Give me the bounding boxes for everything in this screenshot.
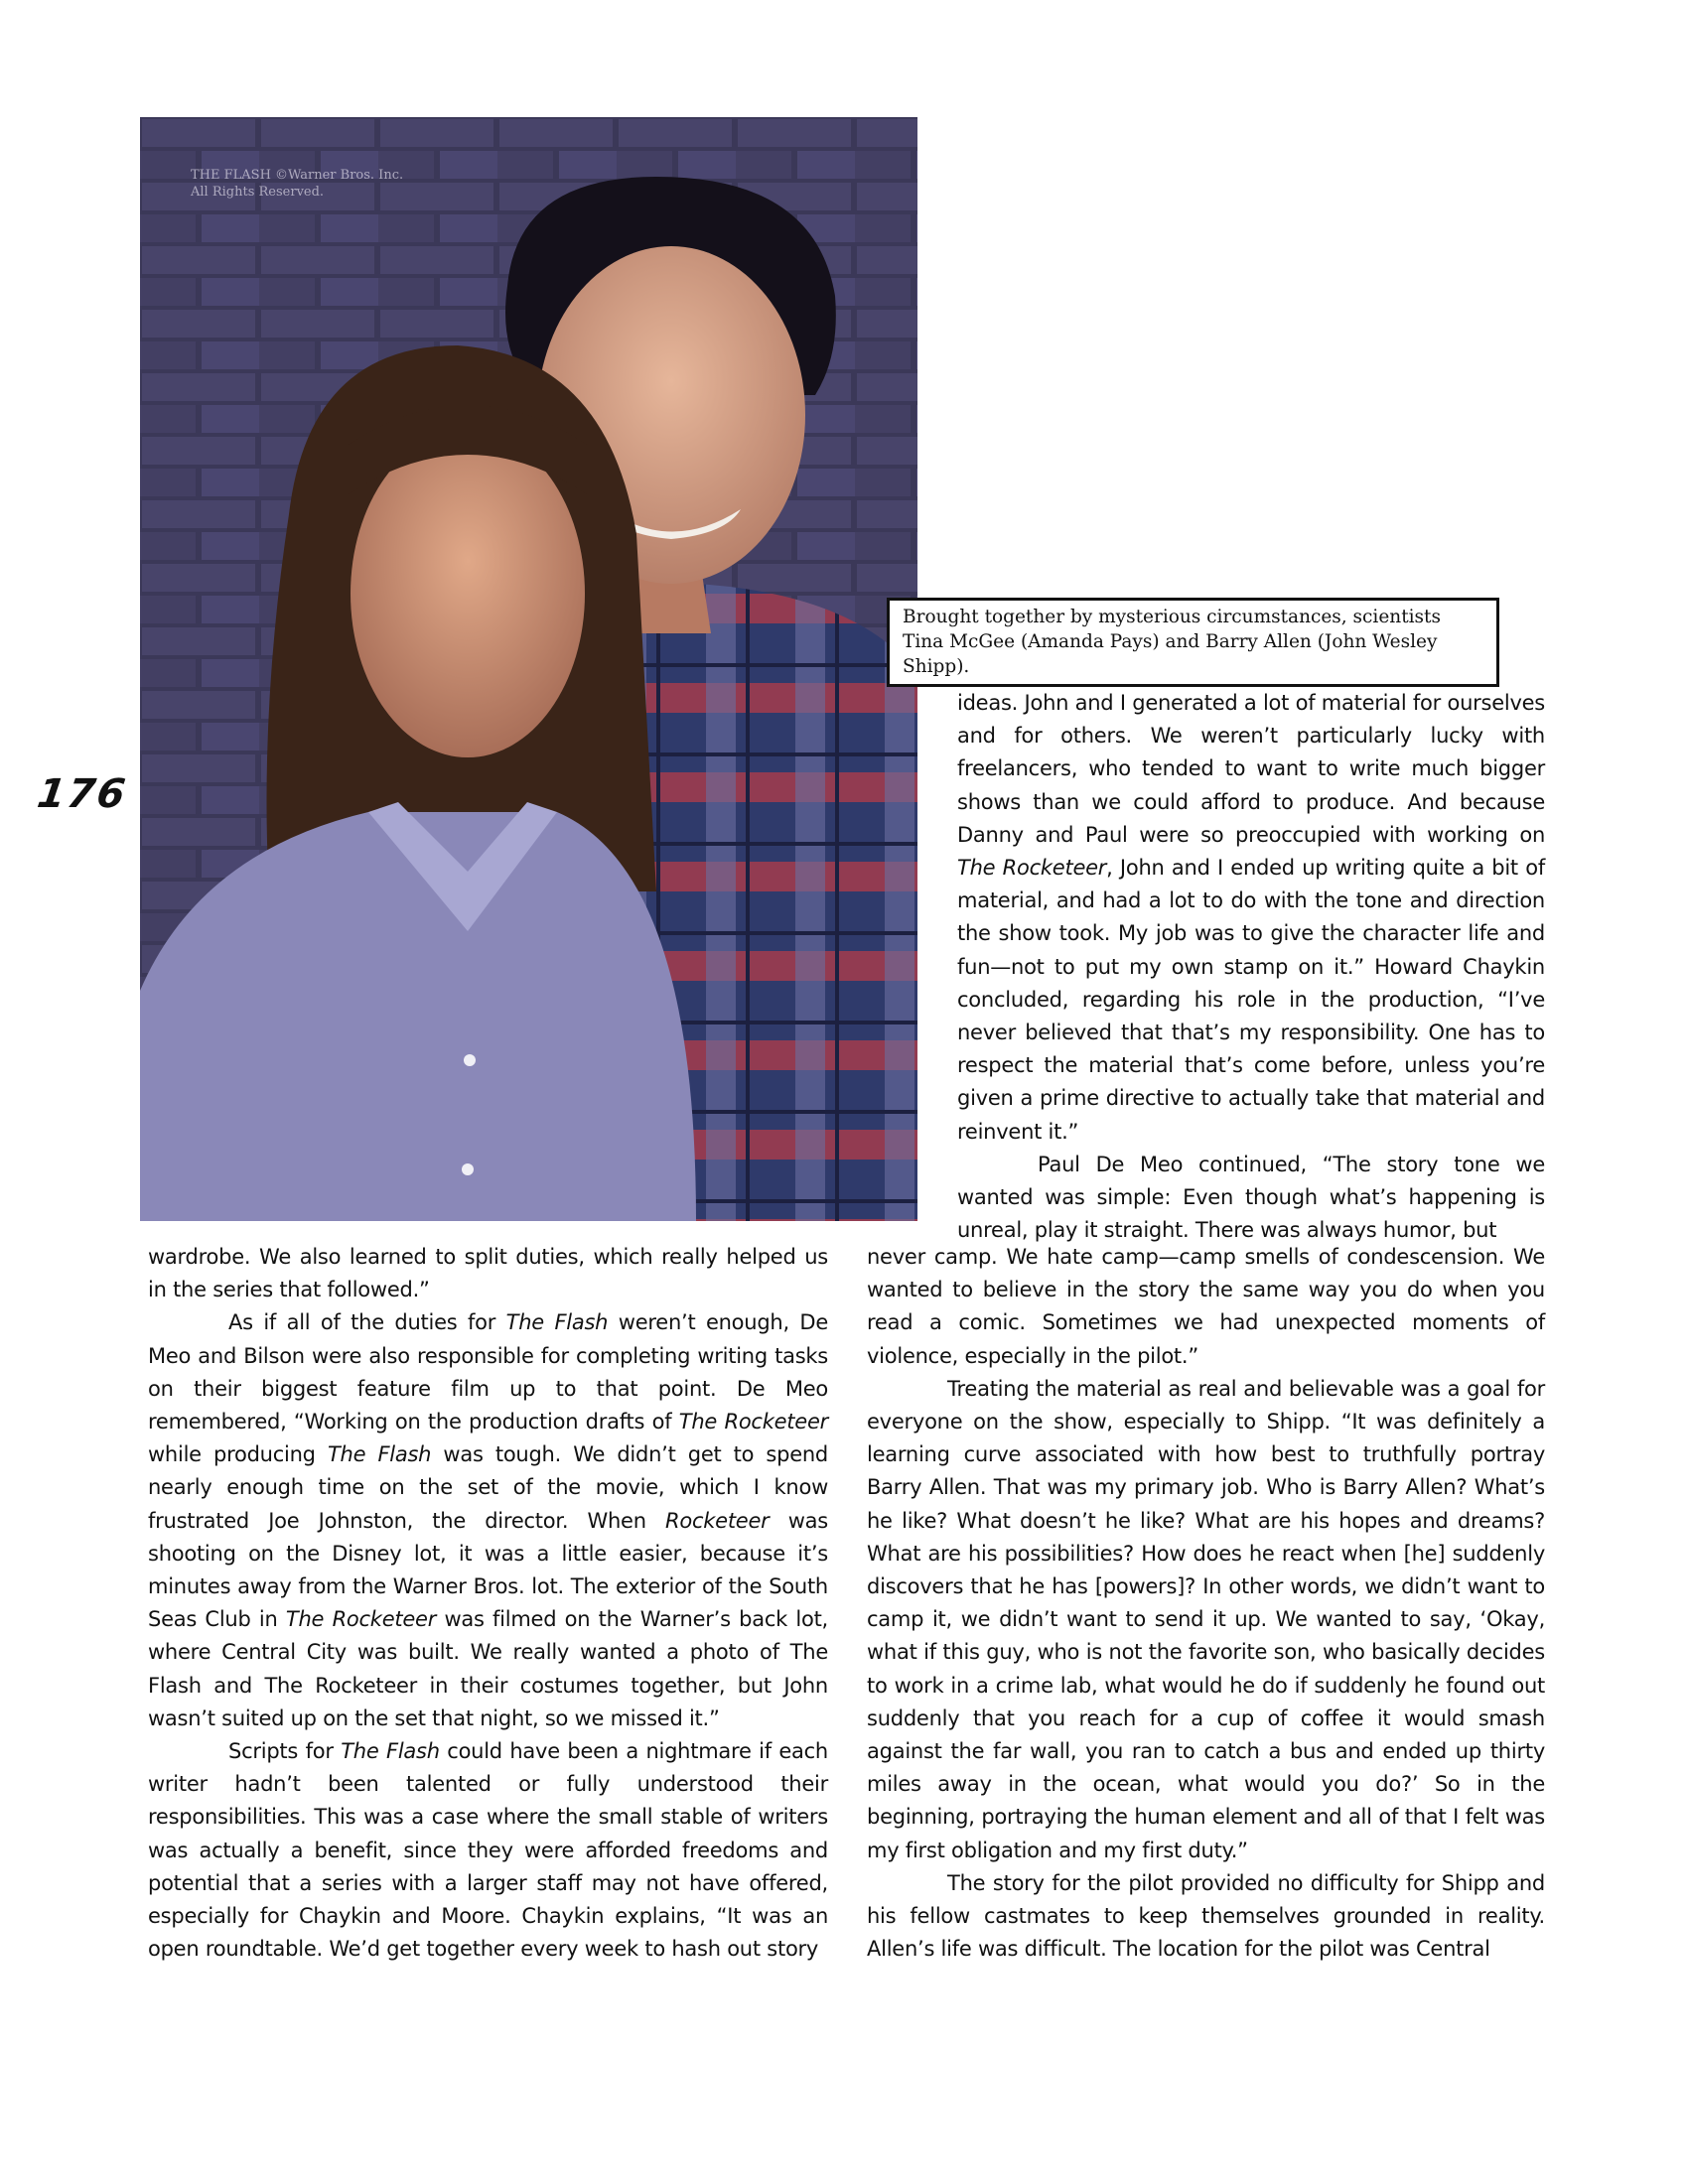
left-column — [148, 1241, 828, 1966]
paragraph: never camp. We hate camp—camp smells of condescension. We wanted to believe in the story the same way you do when you read a comic. Sometimes we had unexpected moments of violence, especially in the pilot.” — [867, 1245, 1545, 1368]
right-column-lower — [867, 1241, 1545, 1966]
paragraph: Paul De Meo continued, “The story tone we wanted was simple: Even though what’s happening is unreal, play it straight. There was always humor, but — [957, 1152, 1545, 1243]
paragraph: ideas. John and I generated a lot of material for ourselves and for others. We weren’t particularly lucky with freelancers, who tended to want to write much bigger shows than we could afford to produce. And because Danny and Paul were so preoccupied with working on The Rocketeer, John and I ended up writing quite a bit of material, and had a lot to do with the tone and direction the show took. My job was to give the character life and fun—not to put my own stamp on it.” Howard Chaykin concluded, regarding his role in the production, “I’ve never believed that that’s my responsibility. One has to respect the material that’s come before, unless you’re given a prime directive to actually take that material and reinvent it.” — [957, 691, 1545, 1144]
paragraph: Scripts for The Flash could have been a nightmare if each writer hadn’t been talented or fully understood their responsibilities. This was a case where the small stable of writers was actually a benefit, since they were afforded freedoms and potential that a series with a larger staff may not have offered, especially for Chaykin and Moore. Chaykin explains, “It was an open roundtable. We’d get together every week to hash out story — [148, 1739, 828, 1962]
photo-caption: Brought together by mysterious circumstances, scientists Tina McGee (Amanda Pays) and Barry Allen (John Wesley Shipp). — [887, 598, 1499, 687]
cast-photo — [140, 117, 917, 1221]
right-column-upper — [957, 687, 1545, 1247]
cast-photo-illustration — [140, 117, 917, 1221]
photo-credit: THE FLASH ©Warner Bros. Inc. All Rights Reserved. — [191, 168, 404, 200]
paragraph: As if all of the duties for The Flash weren’t enough, De Meo and Bilson were also responsible for completing writing tasks on their biggest feature film up to that point. De Meo remembered, “Working on the production drafts of The Rocketeer while producing The Flash was tough. We didn’t get to spend nearly enough time on the set of the movie, which I know frustrated Joe Johnston, the director. When Rocketeer was shooting on the Disney lot, it was a little easier, because it’s minutes away from the Warner Bros. lot. The exterior of the South Seas Club in The Rocketeer was filmed on the Warner’s back lot, where Central City was built. We really wanted a photo of The Flash and The Rocketeer in their costumes together, but John wasn’t suited up on the set that night, so we missed it.” — [148, 1310, 829, 1730]
paragraph: The story for the pilot provided no difficulty for Shipp and his fellow castmates to keep themselves grounded in reality. Allen’s life was difficult. The location for the pilot was Central — [867, 1870, 1545, 1962]
paragraph: Treating the material as real and believable was a goal for everyone on the show, especially to Shipp. “It was definitely a learning curve associated with how best to truthfully portray Barry Allen. That was my primary job. Who is Barry Allen? What’s he like? What doesn’t he like? What are his hopes and dreams? What are his possibilities? How does he react when [he] suddenly discovers that he has [powers]? In other words, we didn’t want to camp it, we didn’t want to send it up. We wanted to say, ‘Okay, what if this guy, who is not the favorite son, who basically decides to work in a crime lab, what would he do if suddenly he found out suddenly that you reach for a cup of coffee it would smash against the far wall, you ran to catch a bus and ended up thirty miles away in the ocean, what would you do?’ So in the beginning, portraying the human element and all of that I felt was my first obligation and my first duty.” — [867, 1376, 1545, 1862]
page-number: 176 — [34, 771, 130, 817]
paragraph: wardrobe. We also learned to split duties, which really helped us in the series that followed.” — [148, 1245, 828, 1302]
